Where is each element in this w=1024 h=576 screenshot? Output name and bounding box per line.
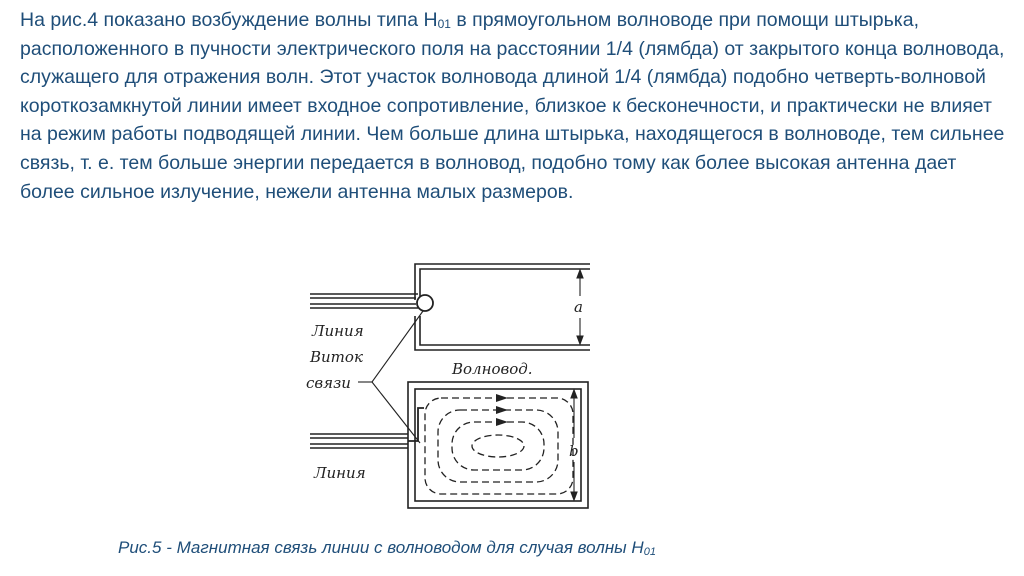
paragraph-subscript: 01 xyxy=(437,17,451,31)
top-coax-line xyxy=(310,294,418,308)
label-line-top: Линия xyxy=(312,322,364,340)
body-paragraph xyxy=(20,6,1010,206)
caption-text: Рис.5 - Магнитная связь линии с волноводом для случая волны H xyxy=(118,538,644,557)
coupling-loop-top xyxy=(417,295,433,311)
leader-lines xyxy=(358,311,423,443)
label-b: b xyxy=(569,442,579,460)
label-a: a xyxy=(574,298,583,316)
paragraph-text-start: На рис.4 показано возбуждение волны типа H xyxy=(20,9,438,31)
waveguide-coupling-figure xyxy=(290,258,610,520)
top-waveguide xyxy=(415,264,590,350)
figure-caption xyxy=(118,538,656,558)
paragraph-text-rest: в прямоугольном волноводе при помощи штырька, расположенного в пучности электрического поля на расстоянии 1/4 (лямбда) от закрытого конца волновода, служащего для отражения волн. Этот участок волновода длиной 1/4 (лямбда) подобно четверть-волновой короткозамкнутой линии имеет входное сопротивление, близкое к бесконечности, и практически не влияет на режим работы подводящей линии. Чем больше длина штырька, находящегося в волноводе, тем сильнее связь, т. е. тем больше энергии передается в волновод, подобно тому как более высокая антенна дает более сильное излучение, нежели антенна малых размеров. xyxy=(20,9,1005,203)
label-line-bottom: Линия xyxy=(314,464,366,482)
coupling-loop-bottom xyxy=(408,408,424,441)
label-waveguide: Волновод. xyxy=(452,360,533,378)
label-svyazi: связи xyxy=(306,374,351,392)
caption-subscript: 01 xyxy=(643,546,656,558)
bottom-coax-line xyxy=(310,434,408,448)
label-vitok: Виток xyxy=(310,348,363,366)
field-arrows xyxy=(496,394,508,426)
